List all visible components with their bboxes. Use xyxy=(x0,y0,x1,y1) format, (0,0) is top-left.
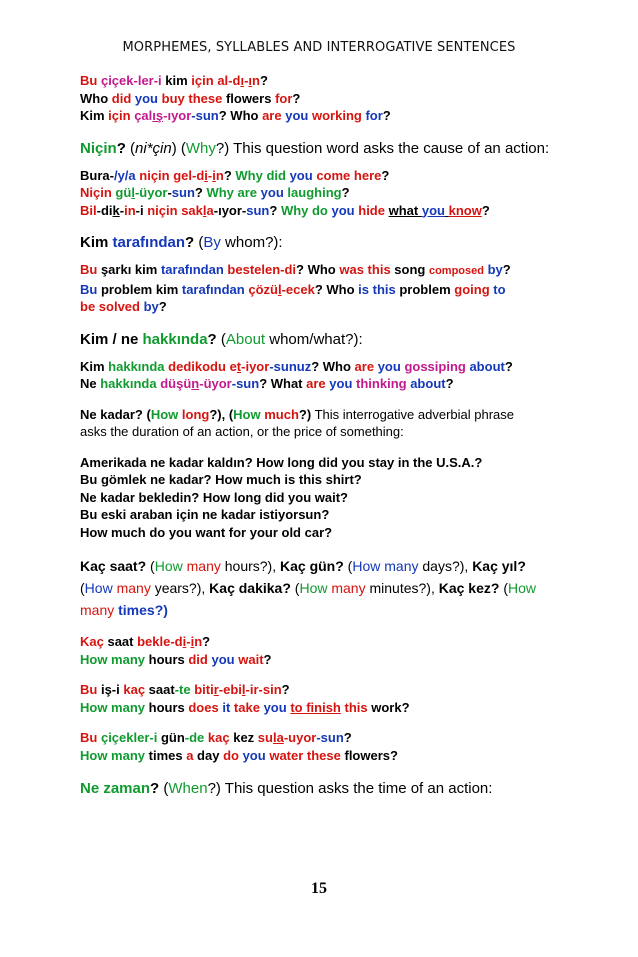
text-run: flowers? xyxy=(340,747,398,763)
text-run: -ıyor xyxy=(163,108,192,123)
text-run: you xyxy=(260,185,284,200)
text-run: Bu xyxy=(80,682,98,697)
text-run: hakkında xyxy=(100,376,157,391)
text-run: ? xyxy=(223,167,236,183)
section-heading xyxy=(80,329,558,350)
text-run: ?) This question word asks the cause of an action: xyxy=(215,139,550,157)
text-run: Kaç gün? xyxy=(280,558,344,574)
text-run: days?), xyxy=(418,558,473,574)
text-run: çiçekler-i xyxy=(100,730,158,745)
text-run: you xyxy=(242,747,266,763)
text-run: How xyxy=(84,580,113,596)
text-run: ? xyxy=(260,73,268,88)
text-run: are xyxy=(306,376,326,391)
text-run: did xyxy=(111,90,132,106)
text-run: by xyxy=(143,299,159,314)
text-run: sak xyxy=(181,202,203,218)
text-run: Kim xyxy=(80,234,113,251)
text-run: Why are xyxy=(206,185,258,200)
text-run: working xyxy=(311,108,362,123)
text-run: ( xyxy=(150,558,155,574)
text-run: ? Who xyxy=(314,281,359,297)
text-run: dedikodu xyxy=(168,358,226,374)
text-run: ( xyxy=(499,580,508,596)
section-heading xyxy=(80,232,558,253)
text-run: bestelen-di xyxy=(227,262,297,277)
text-block xyxy=(80,555,558,621)
text-run: many xyxy=(331,580,366,596)
text-run: ( xyxy=(163,780,169,797)
running-header: MORPHEMES, SYLLABLES AND INTERROGATIVE SENTENCES xyxy=(122,40,516,55)
text-run: Amerikada ne kadar kaldın? How long did you stay in the U.S.A.? xyxy=(80,454,483,470)
text-run: This interrogative adverbial phrase xyxy=(311,406,515,422)
text-run: ? xyxy=(382,108,391,123)
text-run: n xyxy=(191,376,200,391)
block-spacer xyxy=(80,668,558,681)
text-run: years?), xyxy=(150,580,210,596)
text-run: in xyxy=(124,202,136,218)
text-run: you xyxy=(134,90,159,106)
text-run: How xyxy=(154,558,183,574)
text-run: work? xyxy=(367,699,410,715)
text-run: i xyxy=(190,634,195,649)
text-run: ? Who xyxy=(218,108,263,123)
text-run: Why xyxy=(185,139,216,157)
text-run: çözü xyxy=(248,281,278,297)
text-run: ? xyxy=(269,202,281,218)
text-run: ? xyxy=(502,262,511,277)
text-run: -üyor xyxy=(199,376,232,391)
text-run: -i xyxy=(135,202,148,218)
text-run: whom/what?): xyxy=(265,330,363,348)
text-run: şarkı kim xyxy=(97,262,161,277)
block-spacer xyxy=(80,393,558,406)
block-spacer xyxy=(80,159,558,167)
text-run: How xyxy=(299,580,328,596)
text-run: about xyxy=(410,376,446,391)
text-run: you xyxy=(329,376,353,391)
text-run: take xyxy=(233,699,260,715)
text-run: How many xyxy=(80,747,146,763)
text-block xyxy=(80,167,558,220)
text-run: wait xyxy=(238,651,264,667)
text-run: How xyxy=(150,406,179,422)
text-run: ? xyxy=(158,299,167,314)
text-run: kez xyxy=(229,730,258,745)
text-run: -üyor xyxy=(134,185,168,200)
text-run: -sun xyxy=(316,730,344,745)
text-run: times xyxy=(145,747,187,763)
text-run: what xyxy=(388,202,422,218)
text-run: hakkında xyxy=(108,358,165,374)
text-run: ? xyxy=(194,185,207,200)
text-run: many xyxy=(116,580,151,596)
text-run: - xyxy=(244,73,249,88)
text-run: ) ( xyxy=(171,139,186,157)
text-run: ? xyxy=(343,730,352,745)
text-run: much xyxy=(264,406,299,422)
text-run: -uyor xyxy=(283,730,317,745)
text-run: song xyxy=(390,262,429,277)
text-run: you xyxy=(263,699,287,715)
text-run: you xyxy=(331,202,355,218)
text-run: ( xyxy=(220,330,226,348)
text-run: ( xyxy=(198,234,204,251)
text-run: ? xyxy=(445,376,454,391)
text-run: kaç xyxy=(123,682,146,697)
block-spacer xyxy=(80,253,558,261)
block-spacer xyxy=(80,541,558,555)
text-run: by xyxy=(487,262,503,277)
text-run: i xyxy=(182,634,187,649)
text-run: do xyxy=(223,747,239,763)
text-run: Bu xyxy=(80,730,98,745)
text-run: ? xyxy=(481,202,490,218)
text-run: niçin xyxy=(139,167,170,183)
text-run: this xyxy=(344,699,368,715)
text-run: How many xyxy=(80,651,146,667)
text-run: çal xyxy=(134,108,153,123)
text-run: a xyxy=(206,202,214,218)
text-run: -sunuz xyxy=(269,358,312,374)
text-run: düşü xyxy=(160,376,192,391)
text-run: i xyxy=(212,167,216,183)
text-run: -ir-sin xyxy=(245,682,282,697)
text-run: t xyxy=(236,358,242,374)
text-run: ?), ( xyxy=(209,406,234,422)
text-run: ? xyxy=(281,682,290,697)
text-run: hours xyxy=(145,651,189,667)
text-run: i xyxy=(204,167,208,183)
text-run: are xyxy=(262,108,282,123)
text-run: Why did xyxy=(235,167,286,183)
text-run: ı xyxy=(240,73,245,88)
text-run: Kim xyxy=(80,358,109,374)
text-run: problem kim xyxy=(97,281,182,297)
text-run: - xyxy=(167,185,172,200)
text-run: water these xyxy=(269,747,341,763)
text-run: su xyxy=(257,730,273,745)
text-run: many xyxy=(186,558,221,574)
text-run: ? What xyxy=(259,376,307,391)
text-run: l xyxy=(241,682,246,697)
block-spacer xyxy=(80,716,558,729)
text-run: Kaç kez? xyxy=(438,580,500,596)
text-block xyxy=(80,358,558,393)
text-run: bekle-d xyxy=(137,634,183,649)
text-run: Kaç dakika? xyxy=(209,580,291,596)
text-run: Ne kadar bekledin? How long did you wait? xyxy=(80,489,348,505)
text-run: ni*çin xyxy=(135,139,172,157)
text-block xyxy=(80,729,558,764)
text-run: ? xyxy=(504,358,513,374)
text-run: ? xyxy=(341,185,350,200)
text-run: sun xyxy=(246,202,270,218)
block-spacer xyxy=(80,764,558,778)
text-run: - xyxy=(119,202,125,218)
text-run: day xyxy=(193,747,224,763)
text-run: Ne xyxy=(80,376,101,391)
text-block xyxy=(80,454,558,542)
block-spacer xyxy=(80,350,558,358)
text-run: saat xyxy=(103,634,138,649)
text-run: ? xyxy=(381,167,390,183)
page-content xyxy=(80,72,558,799)
text-run: minutes?), xyxy=(365,580,439,596)
text-run: does xyxy=(188,699,219,715)
block-spacer xyxy=(80,125,558,138)
text-run: ? xyxy=(207,330,221,348)
text-run: tarafından xyxy=(181,281,245,297)
text-run: it xyxy=(222,699,231,715)
text-run: n xyxy=(194,634,203,649)
text-run: you xyxy=(289,167,313,183)
text-run: are xyxy=(354,358,375,374)
text-run: -ıyor- xyxy=(213,202,247,218)
text-run: gossiping xyxy=(404,358,466,374)
text-run: tarafından xyxy=(112,234,186,251)
text-run: ? xyxy=(150,780,164,797)
text-run: did xyxy=(188,651,208,667)
text-run: -sun xyxy=(231,376,260,391)
text-run: Bu eski araban için ne kadar istiyorsun? xyxy=(80,507,330,522)
text-run: iş-i xyxy=(97,682,124,697)
text-run: long xyxy=(181,406,210,422)
text-run: -de xyxy=(184,730,205,745)
text-run: - xyxy=(186,634,191,649)
text-run: ( xyxy=(290,580,300,596)
text-run: you xyxy=(211,651,235,667)
text-run: know xyxy=(448,202,482,218)
text-run: -te xyxy=(174,682,191,697)
text-run: için xyxy=(108,108,131,123)
text-run: Ne kadar? xyxy=(80,406,147,422)
text-block xyxy=(80,261,558,316)
text-run: Kaç xyxy=(80,634,104,649)
text-run: How much do you want for your old car? xyxy=(80,524,333,540)
page-number: 15 xyxy=(311,880,327,897)
text-run: gel-d xyxy=(173,167,205,183)
text-run: niçin xyxy=(147,202,178,218)
text-block xyxy=(80,406,558,441)
text-run: times?) xyxy=(118,602,168,618)
text-run: Why do xyxy=(280,202,328,218)
text-run: ? xyxy=(202,634,211,649)
text-run: r xyxy=(213,682,219,697)
text-run: Kaç yıl? xyxy=(472,558,526,574)
text-block xyxy=(80,681,558,716)
text-run: ( xyxy=(343,558,353,574)
text-run: many xyxy=(80,602,115,618)
section-heading xyxy=(80,138,558,159)
block-spacer xyxy=(80,441,558,454)
text-run: to xyxy=(493,281,506,297)
text-run: l xyxy=(202,202,207,218)
text-run: ? xyxy=(116,139,131,157)
text-run: ? xyxy=(292,90,301,106)
text-run: Bu xyxy=(80,281,98,297)
text-run: hours xyxy=(145,699,189,715)
text-run: Niçin xyxy=(80,185,112,200)
text-run: l xyxy=(131,185,135,200)
text-block xyxy=(80,633,558,668)
text-run: için xyxy=(191,73,214,88)
text-run: for xyxy=(275,90,293,106)
text-run: sun xyxy=(171,185,195,200)
text-run: is this xyxy=(358,281,396,297)
text-run: ? Who xyxy=(311,358,355,374)
text-run: hours?), xyxy=(220,558,280,574)
text-run: By xyxy=(203,234,221,251)
text-run: hide xyxy=(358,202,385,218)
block-spacer xyxy=(80,621,558,633)
text-run: When xyxy=(168,780,208,797)
text-run: n xyxy=(252,73,260,88)
text-run: ? xyxy=(185,234,199,251)
text-run: going xyxy=(454,281,490,297)
text-run: - xyxy=(207,167,213,183)
text-run: ( xyxy=(130,139,136,157)
text-run: k xyxy=(112,202,120,218)
text-run: asks the duration of an action, or the price of something: xyxy=(80,424,404,439)
text-run: How xyxy=(233,406,261,422)
text-run: flowers xyxy=(222,90,276,106)
text-run: -di xyxy=(96,202,113,218)
text-run: l xyxy=(277,281,282,297)
text-run: e xyxy=(229,358,237,374)
text-run: -iyor xyxy=(241,358,270,374)
text-run: -ecek xyxy=(281,281,315,297)
text-run: you xyxy=(377,358,401,374)
text-run: was this xyxy=(339,262,391,277)
text-run: thinking xyxy=(356,376,407,391)
text-run: to finish xyxy=(290,699,341,715)
text-run: /y/a xyxy=(113,167,136,183)
text-run: çiçek-ler-i xyxy=(100,73,162,88)
text-run: -sun xyxy=(191,108,219,123)
text-run: problem xyxy=(395,281,455,297)
text-run: ı xyxy=(248,73,253,88)
text-run: ( xyxy=(80,580,85,596)
text-run: ?) xyxy=(298,406,312,422)
text-block xyxy=(80,72,558,125)
text-run: biti xyxy=(194,682,214,697)
text-run: la xyxy=(272,730,284,745)
text-run: laughing xyxy=(287,185,342,200)
text-run: ? Who xyxy=(296,262,340,277)
text-run: whom?): xyxy=(220,234,283,251)
block-spacer xyxy=(80,316,558,329)
text-run: Niçin xyxy=(80,139,117,157)
text-run: ( xyxy=(146,406,151,422)
text-run: al-d xyxy=(217,73,241,88)
text-run: About xyxy=(225,330,266,348)
text-run: Bura- xyxy=(80,167,114,183)
text-run: How many xyxy=(80,699,146,715)
text-run: be solved xyxy=(80,299,140,314)
text-run: for xyxy=(365,108,383,123)
text-run: Bu xyxy=(80,262,98,277)
text-run: ? xyxy=(263,651,272,667)
text-run: -ebi xyxy=(218,682,242,697)
text-run: Bu gömlek ne kadar? How much is this shirt? xyxy=(80,472,362,487)
text-run: ış xyxy=(152,108,164,123)
text-run: about xyxy=(469,358,505,374)
text-run: n xyxy=(215,167,224,183)
text-run: Who xyxy=(80,90,112,106)
text-run: you xyxy=(421,202,445,218)
text-run: kim xyxy=(161,73,192,88)
text-run: come here xyxy=(316,167,382,183)
text-run: Kim xyxy=(80,108,109,123)
text-run: Kim / ne xyxy=(80,330,143,348)
text-run: gün xyxy=(157,730,185,745)
text-run: hakkında xyxy=(142,330,208,348)
text-run: Bu xyxy=(80,73,98,88)
section-heading xyxy=(80,778,558,799)
text-run: How many xyxy=(352,558,419,574)
text-run: you xyxy=(285,108,309,123)
text-run: Bil xyxy=(80,202,97,218)
block-spacer xyxy=(80,219,558,232)
text-run: tarafından xyxy=(160,262,224,277)
text-run: gü xyxy=(115,185,132,200)
text-run: Ne zaman xyxy=(80,780,151,797)
text-run: composed xyxy=(428,265,484,277)
text-run: saat xyxy=(145,682,175,697)
text-run: Kaç saat? xyxy=(80,558,151,574)
text-run: a xyxy=(186,747,194,763)
text-run: ?) This question asks the time of an action: xyxy=(207,780,493,797)
text-run: How xyxy=(508,580,537,596)
text-run: kaç xyxy=(207,730,230,745)
text-run: buy these xyxy=(161,90,223,106)
